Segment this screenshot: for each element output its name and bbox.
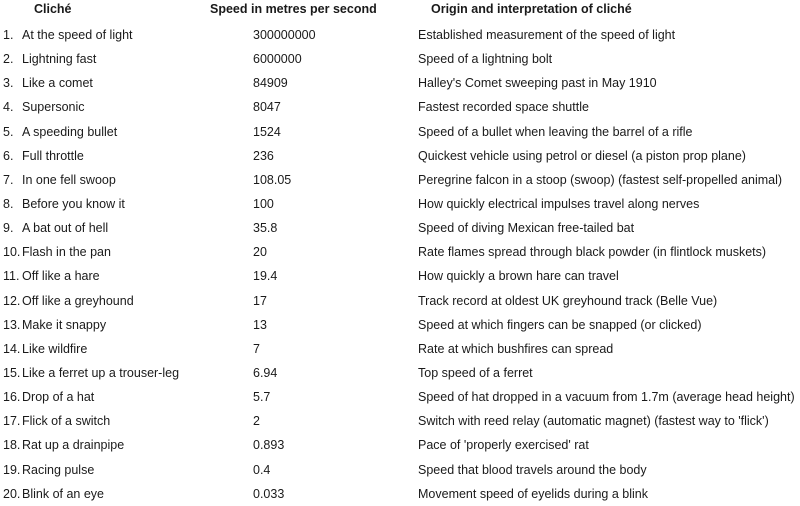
table-row (0, 385, 800, 409)
speed-cell: 2 (253, 414, 260, 429)
row-number: 2. (3, 52, 14, 67)
speed-cell: 6.94 (253, 365, 278, 380)
speed-cell: 13 (253, 317, 267, 332)
row-number: 18. (3, 438, 21, 453)
origin-cell: Speed of a lightning bolt (418, 52, 553, 67)
header-origin: Origin and interpretation of cliché (431, 2, 632, 16)
origin-cell: Established measurement of the speed of light (418, 28, 676, 42)
speed-cell: 84909 (253, 76, 288, 91)
origin-cell: Pace of 'properly exercised' rat (418, 438, 589, 453)
row-number: 9. (3, 221, 14, 236)
origin-cell: Track record at oldest UK greyhound track (Belle Vue) (418, 293, 718, 308)
speed-cell: 19.4 (253, 269, 278, 284)
cliche-cell: Flick of a switch (22, 414, 111, 429)
table-row (0, 482, 800, 506)
table-body (0, 23, 800, 506)
row-number: 15. (3, 365, 21, 380)
table-row (0, 264, 800, 288)
speed-cell: 0.033 (253, 486, 285, 501)
cliche-cell: Like a ferret up a trouser-leg (22, 365, 180, 380)
speed-cell: 5.7 (253, 390, 271, 405)
origin-cell: Peregrine falcon in a stoop (swoop) (fastest self-propelled animal) (418, 172, 783, 187)
row-number: 14. (3, 341, 21, 356)
speed-cell: 0.893 (253, 438, 285, 453)
row-number: 4. (3, 100, 14, 115)
cliche-cell: In one fell swoop (22, 172, 116, 187)
table-row (0, 192, 800, 216)
cliche-cell: Supersonic (22, 100, 85, 115)
origin-cell: Quickest vehicle using petrol or diesel (a piston prop plane) (418, 148, 746, 163)
table-row (0, 409, 800, 433)
row-number: 5. (3, 124, 14, 139)
cliche-cell: At the speed of light (22, 28, 133, 42)
row-number: 8. (3, 196, 14, 211)
origin-cell: How quickly electrical impulses travel along nerves (418, 196, 700, 211)
origin-cell: Top speed of a ferret (418, 365, 533, 380)
origin-cell: Speed of diving Mexican free-tailed bat (418, 221, 635, 236)
origin-cell: Speed that blood travels around the body (418, 462, 647, 477)
row-number: 13. (3, 317, 21, 332)
speed-cell: 35.8 (253, 221, 278, 236)
origin-cell: Rate flames spread through black powder (in flintlock muskets) (418, 245, 767, 260)
row-number: 7. (3, 172, 14, 187)
row-number: 10. (3, 245, 21, 260)
table-row (0, 337, 800, 361)
cliche-cell: Like wildfire (22, 341, 88, 356)
cliche-cell: A speeding bullet (22, 124, 118, 139)
cliche-cell: Flash in the pan (22, 245, 111, 260)
table-row (0, 458, 800, 482)
speed-cell: 8047 (253, 100, 281, 115)
table-row (0, 216, 800, 240)
table-row (0, 144, 800, 168)
row-number: 6. (3, 148, 14, 163)
table-row (0, 95, 800, 119)
speed-cell: 108.05 (253, 172, 292, 187)
cliche-cell: Lightning fast (22, 52, 97, 67)
header-speed: Speed in metres per second (210, 2, 377, 16)
speed-cell: 236 (253, 148, 274, 163)
table-row (0, 433, 800, 457)
cliche-cell: Like a comet (22, 76, 93, 91)
row-number: 16. (3, 390, 21, 405)
cliche-cell: Off like a hare (22, 269, 100, 284)
speed-cell: 0.4 (253, 462, 271, 477)
speed-cell: 100 (253, 196, 274, 211)
row-number: 19. (3, 462, 21, 477)
row-number: 20. (3, 486, 21, 501)
row-number: 3. (3, 76, 14, 91)
cliche-cell: Racing pulse (22, 462, 95, 477)
origin-cell: Speed at which fingers can be snapped (or clicked) (418, 317, 702, 332)
row-number: 17. (3, 414, 21, 429)
speed-cell: 17 (253, 293, 267, 308)
origin-cell: Speed of hat dropped in a vacuum from 1.7m (average head height) (418, 390, 795, 405)
table-row (0, 361, 800, 385)
table-row (0, 313, 800, 337)
cliche-cell: Rat up a drainpipe (22, 438, 125, 453)
speed-cell: 300000000 (253, 28, 316, 42)
speed-cell: 6000000 (253, 52, 302, 67)
cliche-cell: Drop of a hat (22, 390, 95, 405)
row-number: 12. (3, 293, 21, 308)
table-row (0, 168, 800, 192)
row-number: 1. (3, 28, 14, 42)
origin-cell: Fastest recorded space shuttle (418, 100, 589, 115)
speed-cell: 20 (253, 245, 267, 260)
table-row (0, 240, 800, 264)
table-row (0, 71, 800, 95)
row-number: 11. (3, 269, 20, 284)
cliche-cell: Blink of an eye (22, 486, 104, 501)
cliche-cell: Off like a greyhound (22, 293, 134, 308)
cliche-cell: Make it snappy (22, 317, 107, 332)
table-row (0, 289, 800, 313)
origin-cell: Movement speed of eyelids during a blink (418, 486, 648, 501)
origin-cell: Speed of a bullet when leaving the barrel of a rifle (418, 124, 693, 139)
origin-cell: Halley's Comet sweeping past in May 1910 (418, 76, 657, 91)
origin-cell: How quickly a brown hare can travel (418, 269, 619, 284)
speed-cell: 1524 (253, 124, 281, 139)
origin-cell: Switch with reed relay (automatic magnet) (fastest way to 'flick') (418, 414, 769, 429)
speed-cell: 7 (253, 341, 260, 356)
cliche-cell: Full throttle (22, 148, 84, 163)
origin-cell: Rate at which bushfires can spread (418, 341, 614, 356)
table-row (0, 23, 800, 47)
table-row (0, 120, 800, 144)
cliche-cell: A bat out of hell (22, 221, 109, 236)
header-cliche: Cliché (34, 2, 72, 16)
cliche-cell: Before you know it (22, 196, 125, 211)
table-row (0, 47, 800, 71)
